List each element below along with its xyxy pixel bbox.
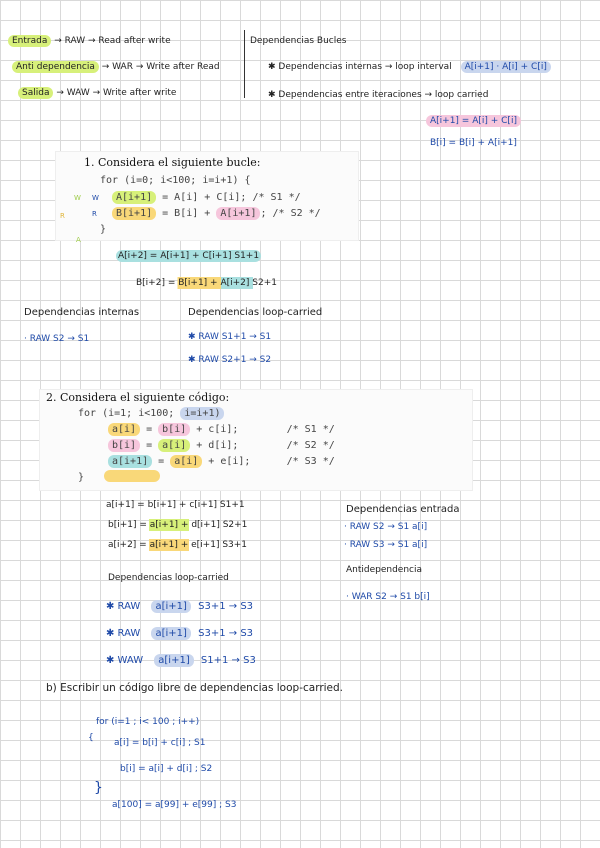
ex2-l4-hl2: a[i] — [170, 455, 202, 468]
ex2-c2-var: a[i+1] — [151, 627, 190, 640]
antidep-flow: → WAR → Write after Read — [101, 62, 220, 72]
ex1-l2-rest: = A[i] + C[i]; /* S1 */ — [156, 192, 301, 203]
ex2-l3-mid: = — [140, 440, 159, 451]
ex2-unroll-1: a[i+1] = b[i+1] + c[i+1] S1+1 — [106, 500, 245, 510]
ex1-hl-a2: A[i+1] — [216, 207, 260, 220]
ex2-carried-item-3 — [106, 655, 256, 666]
ex2-l2-rest: + c[i]; /* S1 */ — [190, 424, 335, 435]
ex2-l2-hl1: a[i] — [108, 423, 140, 436]
antidep-row — [12, 62, 220, 72]
partb-code-5: } — [94, 780, 103, 796]
salida-row — [18, 88, 176, 98]
ex2-c3-type: ✱ WAW — [106, 655, 144, 666]
side-eq-2 — [430, 138, 517, 148]
ex2-l3-hl2: a[i] — [158, 439, 190, 452]
ex2-carried-title: Dependencias loop-carried — [108, 573, 229, 583]
partb-code-4: b[i] = a[i] + d[i] ; S2 — [120, 764, 213, 774]
ex2-l1-text: for (i=1; i<100; — [78, 408, 181, 419]
margin-mark-3: R — [92, 210, 97, 218]
partb-code-6: a[100] = a[99] + e[99] ; S3 — [112, 800, 237, 810]
ex2-code-close: } — [78, 472, 85, 483]
internas-note-text: ✱ Dependencias internas → loop interval — [268, 62, 452, 72]
ex1-code-line1: for (i=0; i<100; i=i+1) { — [100, 175, 251, 186]
ex2-l2-mid: = — [140, 424, 159, 435]
ex1-title: 1. Considera el siguiente bucle: — [84, 156, 261, 169]
entrada-row — [8, 36, 171, 46]
side-eq-2-text: B[i] = B[i] + A[i+1] — [430, 138, 517, 148]
ex2-c1-rel: S3+1 → S3 — [198, 601, 254, 612]
ex2-code-line1 — [78, 408, 224, 419]
ex2-code-line4 — [108, 456, 335, 467]
partb-code-3: a[i] = b[i] + c[i] ; S1 — [114, 738, 206, 748]
header-divider — [244, 30, 245, 98]
ex2-anti-item-1: · WAR S2 → S1 b[i] — [346, 592, 430, 602]
ex2-entrada-title: Dependencias entrada — [346, 504, 460, 515]
ex1-code-line2 — [112, 192, 301, 203]
ex2-code-line3 — [108, 440, 335, 451]
salida-tag: Salida — [18, 87, 53, 99]
side-eq-1-text: A[i+1] = A[i] + C[i] — [426, 115, 521, 127]
side-eq-1 — [426, 116, 521, 126]
ex2-unroll-3 — [106, 540, 249, 550]
ex2-entrada-item-1: · RAW S2 → S1 a[i] — [344, 522, 428, 532]
ex1-hl-a: A[i+1] — [112, 191, 156, 204]
ex1-hl-b: B[i+1] — [112, 207, 156, 220]
ex2-c2-rel: S3+1 → S3 — [198, 628, 254, 639]
ex2-c1-var: a[i+1] — [151, 600, 190, 613]
entrada-tag: Entrada — [8, 35, 51, 47]
ex2-c3-var: a[i+1] — [154, 654, 193, 667]
ex1-unroll-2 — [134, 278, 279, 288]
ex1-code-line3 — [112, 208, 321, 219]
margin-mark-5: A — [76, 236, 81, 244]
ex2-l2-hl2: b[i] — [158, 423, 190, 436]
ex2-title: 2. Considera el siguiente código: — [46, 391, 230, 404]
ex1-internas-title: Dependencias internas — [24, 307, 140, 318]
ex2-unroll-2-text: b[i+1] = a[i+1] + d[i+1] S2+1 — [108, 520, 248, 530]
ex2-code-line2 — [108, 424, 335, 435]
partb-code-2: { — [88, 733, 94, 743]
ex1-carried-title: Dependencias loop-carried — [188, 307, 323, 318]
ex1-unroll-1 — [116, 251, 261, 261]
partb-code-1: for (i=1 ; i< 100 ; i++) — [96, 717, 200, 727]
entrada-flow: → RAW → Read after write — [54, 36, 171, 46]
ex2-unroll-3-text: a[i+2] = a[i+1] + e[i+1] S3+1 — [108, 540, 248, 550]
partb-title: b) Escribir un código libre de dependencias loop-carried. — [46, 682, 344, 694]
bucles-title: Dependencias Bucles — [250, 36, 347, 46]
ex2-yellow-mark — [104, 470, 160, 482]
ex2-l4-rest: + e[i]; /* S3 */ — [202, 456, 335, 467]
margin-mark-2: W — [92, 194, 99, 202]
margin-mark-1: W — [74, 194, 81, 202]
ex2-c3-rel: S1+1 → S3 — [200, 655, 256, 666]
ex1-unroll-1-text: A[i+2] = A[i+1] + C[i+1] S1+1 — [118, 251, 260, 261]
ex2-l1-hl: i=i+1) — [180, 407, 224, 420]
ex1-internas-item: · RAW S2 → S1 — [24, 334, 90, 344]
internas-note — [268, 62, 551, 72]
ex2-l3-rest: + d[i]; /* S2 */ — [190, 440, 335, 451]
ex1-l3-rest: ; /* S2 */ — [260, 208, 321, 219]
ex1-code-close: } — [100, 224, 107, 235]
ex1-carried-item-2: ✱ RAW S2+1 → S2 — [188, 355, 272, 365]
ex2-carried-item-2 — [106, 628, 253, 639]
ex2-entrada-item-2: · RAW S3 → S1 a[i] — [344, 540, 428, 550]
carried-note: ✱ Dependencias entre iteraciones → loop carried — [268, 90, 489, 100]
ex2-unroll-2 — [106, 520, 249, 530]
ex2-c2-type: ✱ RAW — [106, 628, 141, 639]
ex2-carried-item-1 — [106, 601, 253, 612]
margin-mark-4: R — [60, 212, 65, 220]
ex1-unroll-2-text: B[i+2] = B[i+1] + A[i+2] S2+1 — [136, 278, 277, 288]
ex2-l4-mid: = — [152, 456, 171, 467]
internas-note-expr: A[i+1] · A[i] + C[i] — [461, 61, 551, 73]
ex1-l3-mid: = B[i] + — [156, 208, 217, 219]
antidep-tag: Anti dependencia — [12, 61, 99, 73]
ex2-l4-hl1: a[i+1] — [108, 455, 152, 468]
salida-flow: → WAW → Write after write — [56, 88, 177, 98]
ex2-anti-title: Antidependencia — [346, 565, 423, 575]
ex2-c1-type: ✱ RAW — [106, 601, 141, 612]
ex2-l3-hl1: b[i] — [108, 439, 140, 452]
ex1-carried-item-1: ✱ RAW S1+1 → S1 — [188, 332, 272, 342]
